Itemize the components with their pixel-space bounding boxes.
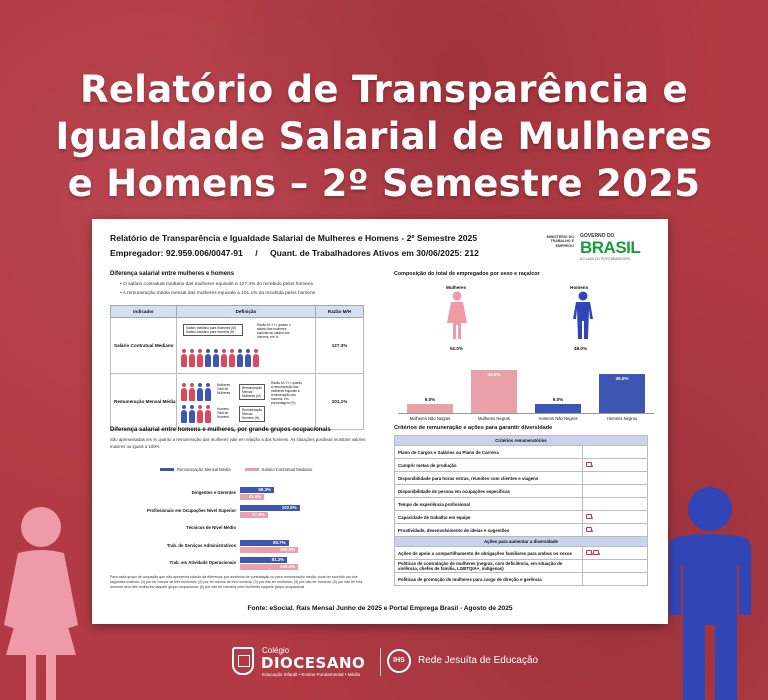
employer-id: Empregador: 92.959.006/0047-91 <box>110 248 243 258</box>
school-crest-icon <box>232 647 254 675</box>
legend-item <box>245 467 313 472</box>
checked-criteria-icon <box>593 550 599 555</box>
checked-criteria-icon <box>586 514 592 519</box>
workers-count: Quant. de Trabalhadores Ativos em 30/06/2025: 212 <box>269 248 479 258</box>
salary-table <box>110 305 364 430</box>
man-icon <box>205 354 211 367</box>
occupation-bar: 47.6% <box>240 512 268 518</box>
woman-icon <box>205 410 211 423</box>
woman-icon <box>197 354 203 367</box>
woman-icon <box>221 354 227 367</box>
criteria-row <box>395 573 648 586</box>
criteria-title: Critérios de remuneração e ações para garantir diversidade <box>394 425 553 431</box>
salary-bullet-2: • A remuneração média mensal das mulheres equivale a 101.1% da recebida pelos homens. <box>120 291 317 296</box>
race-category-label: Homens Não Negros <box>538 416 578 421</box>
criteria-row <box>395 446 648 459</box>
occupation-label: Profissionais em Ocupações Nível Superior <box>146 507 236 513</box>
occupation-bar: 83.7% <box>240 540 289 546</box>
indicator-cell: Salário Contratual Mediano <box>111 318 177 374</box>
criteria-label: Ações de apoio a compartilhamento de obrigações familiares para ambos os sexos <box>395 547 583 560</box>
occupation-legend <box>160 467 312 472</box>
definition-box: Mulheres Total de Mulheres <box>215 382 237 396</box>
occupation-desc: São apresentadas em % quanto a remuneração das mulheres vale em relação à dos homens. As situações positivas mostram valores maiores ou iguais a 100% <box>110 437 366 450</box>
colegio-label: Colégio <box>262 646 290 655</box>
criteria-row <box>395 547 648 560</box>
occupation-label: Técnicos de Nível Médio <box>186 525 236 530</box>
occupation-label: Trab. de Serviços Administrativos <box>166 542 236 548</box>
gov-tagline: DO LADO DO POVO BRASILEIRO <box>580 257 631 261</box>
occupation-footnote: Para cada grupo de ocupação que não apresenta cálculo da diferença, por ausência de contratação ou para remuneração média, pode ter ocorrido um dos seguintes motivos: (1) por ter menos de três mulheres; (2) por ter menos de três homens; (3) por não ter mulheres; (4) por não ter homens; (5) por não ter três homens nem três mulheres naquele grupo ocupacional; (6) por não ter homens nem mulheres naquele grupo ocupacional <box>110 575 363 589</box>
legend-swatch <box>245 468 259 471</box>
men-label: Homens <box>570 285 589 290</box>
people-icons <box>181 388 211 401</box>
woman-icon <box>181 388 187 401</box>
gov-label: GOVERNO DO <box>580 233 615 239</box>
brasil-text: BRASIL <box>580 238 641 257</box>
ministry-label: MINISTÉRIO DO TRABALHO E EMPREGO <box>546 235 574 248</box>
woman-icon <box>181 354 187 367</box>
criteria-label: Disponibilidade de pessoa em ocupações específicas <box>395 485 583 498</box>
man-icon <box>181 410 187 423</box>
woman-icon <box>229 354 235 367</box>
box-line: Salário mediano para Mulheres (M) <box>186 326 236 330</box>
definition-note: Razão M / H = quanto a remuneração das mulheres equivale à remuneração dos homens, em porcentagem (%) <box>269 380 305 406</box>
brasil-wordmark <box>580 239 640 256</box>
woman-figure-icon <box>446 291 468 339</box>
criteria-mark <box>583 446 648 459</box>
people-icons <box>181 410 211 423</box>
criteria-mark <box>583 511 648 524</box>
criteria-header: Critérios remuneratórios <box>395 436 648 446</box>
woman-icon <box>197 410 203 423</box>
salary-bullet-1-text: O salário contratual mediano das mulheres equivale a 127.3% do recebido pelos homens. <box>123 282 315 287</box>
man-icon <box>245 354 251 367</box>
race-category-label: Homens Negros <box>606 416 638 421</box>
occupation-title: Diferença salarial entre homens e mulheres, por grande grupos ocupacionais <box>110 427 331 433</box>
woman-icon <box>189 388 195 401</box>
race-category-label: Mulheres Negras <box>478 416 510 421</box>
footer-divider <box>380 648 381 676</box>
criteria-row <box>395 498 648 511</box>
ihs-seal-icon: IHS <box>387 649 411 673</box>
criteria-mark <box>583 547 648 560</box>
criteria-row <box>395 511 648 524</box>
male-figure-icon <box>655 485 765 700</box>
col-ratio: Razão M/H <box>316 306 364 318</box>
school-levels: Educação Infantil • Ensino Fundamental • Médio <box>262 672 361 677</box>
criteria-mark <box>583 485 648 498</box>
headline-line-1: Relatório de Transparência e <box>80 68 688 111</box>
occupation-bar: 100.0% <box>240 564 298 570</box>
man-icon <box>237 354 243 367</box>
col-indicator: Indicador <box>111 306 177 318</box>
checked-criteria-icon <box>586 462 592 467</box>
ratio-value: 127.3% <box>316 318 364 374</box>
criteria-label: Disponibilidade para horas extras, reuniões com clientes e viagens <box>395 472 583 485</box>
salary-bullet-2-text: A remuneração média mensal das mulheres equivale a 101.1% da recebida pelos homens. <box>122 291 317 296</box>
legend-item <box>160 467 231 472</box>
criteria-table <box>394 435 648 586</box>
race-bar-label: 39.0% <box>615 376 629 381</box>
race-category-label: Mulheres Não Negras <box>409 416 451 421</box>
criteria-header: Ações para aumentar a diversidade <box>395 537 648 547</box>
criteria-row <box>395 472 648 485</box>
people-icons <box>181 354 259 367</box>
man-figure-icon <box>572 291 594 339</box>
source-note: Fonte: eSocial. Rais Mensal Junho de 2025 e Portal Emprega Brasil - Agosto de 2025 <box>247 605 513 612</box>
men-pct: 48.0% <box>574 346 588 351</box>
ratio-value: 101.1% <box>316 374 364 430</box>
criteria-mark <box>583 498 648 511</box>
salary-bullet-1: • O salário contratual mediano das mulheres equivale a 127.3% do recebido pelos homens. <box>120 282 315 287</box>
female-figure-icon <box>0 505 86 700</box>
definition-cell <box>177 374 316 430</box>
gov-logo <box>538 233 648 263</box>
criteria-label: Capacidade de trabalho em equipe <box>395 511 583 524</box>
legend-label: Salário Contratual Mediano <box>261 467 313 472</box>
man-icon <box>189 410 195 423</box>
criteria-mark <box>583 459 648 472</box>
criteria-label: Plano de Cargos e Salários ou Plano de Carreira <box>395 446 583 459</box>
definition-box: Remuneração Mensal Homens (H) <box>239 406 265 422</box>
salary-section <box>110 271 370 298</box>
criteria-row <box>395 560 648 573</box>
salary-section-title: Diferença salarial entre mulheres e homens <box>110 271 235 277</box>
criteria-mark <box>583 524 648 537</box>
checked-criteria-icon <box>586 550 592 555</box>
report-title: Relatório de Transparência e Igualdade Salarial de Mulheres e Homens - 2º Semestre 2025 <box>110 233 478 243</box>
col-definition: Definição <box>177 306 316 318</box>
definition-note: Razão M / H = quanto o salário das mulheres equivale ao salário dos homens, em % <box>255 322 297 340</box>
occupation-section <box>110 427 372 450</box>
table-row <box>111 374 364 430</box>
occupation-bar: 102.9% <box>240 505 300 511</box>
occupation-bar: 100.0% <box>240 547 298 553</box>
criteria-row <box>395 459 648 472</box>
race-bar-label: 9.0% <box>424 397 436 402</box>
man-icon <box>205 388 211 401</box>
legend-swatch <box>160 468 174 471</box>
criteria-mark <box>583 573 648 586</box>
headline-line-2: Igualdade Salarial de Mulheres <box>55 115 713 158</box>
criteria-label: Proatividade, desenvolvimento de ideias e sugestões <box>395 524 583 537</box>
criteria-label: Cumprir metas de produção <box>395 459 583 472</box>
woman-icon <box>253 354 259 367</box>
women-pct: 52.0% <box>450 346 464 351</box>
subtitle-separator: / <box>255 248 258 258</box>
criteria-row <box>395 524 648 537</box>
race-bar <box>535 404 581 413</box>
composition-title: Composição do total de empregados por sexo e raça/cor <box>394 271 540 277</box>
man-icon <box>213 354 219 367</box>
criteria-header-row <box>395 436 648 446</box>
race-bar-label: 43.0% <box>487 372 501 377</box>
criteria-label: Políticas de promoção de mulheres para cargo de direção e gerência <box>395 573 583 586</box>
page-headline <box>0 66 768 207</box>
legend-label: Remuneração Mensal Média <box>177 467 231 472</box>
criteria-label: Tempo de experiência profissional <box>395 498 583 511</box>
race-chart-baseline <box>398 413 654 414</box>
race-bar-label: 9.0% <box>552 397 564 402</box>
race-bar <box>407 404 453 413</box>
criteria-mark <box>583 472 648 485</box>
rede-jesuita-label: Rede Jesuíta de Educação <box>418 655 539 666</box>
definition-box <box>183 324 243 336</box>
indicator-cell: Remuneração Mensal Média <box>111 374 177 430</box>
footer-logos <box>232 644 552 684</box>
report-document <box>92 219 668 624</box>
checked-criteria-icon <box>586 527 592 532</box>
criteria-mark <box>583 560 648 573</box>
definition-box: Homens Total de Homens <box>215 406 237 420</box>
occupation-label: Trab. em Atividade Operacionais <box>169 560 236 565</box>
occupation-bar: 58.3% <box>240 487 274 493</box>
definition-box: Remuneração Mensal Mulheres (M) <box>239 384 265 400</box>
criteria-label: Políticas de contratação de mulheres (negras, com deficiência, em situação de violência, chefes de família, LGBTQIA+, indígenas) <box>395 560 583 573</box>
box-line: Salário mediano para Homens (H) <box>186 330 235 334</box>
occupation-label: Dirigentes e Gerentes <box>191 490 236 495</box>
woman-icon <box>189 354 195 367</box>
occupation-bar: 41.9% <box>240 494 264 500</box>
criteria-row <box>395 485 648 498</box>
criteria-header-row <box>395 537 648 547</box>
women-label: Mulheres <box>446 285 467 290</box>
occupation-bar: 81.2% <box>240 557 287 563</box>
school-name: DIOCESANO <box>261 654 366 672</box>
headline-line-3: e Homens – 2º Semestre 2025 <box>67 162 701 205</box>
table-row <box>111 318 364 374</box>
man-icon <box>197 388 203 401</box>
definition-cell <box>177 318 316 374</box>
